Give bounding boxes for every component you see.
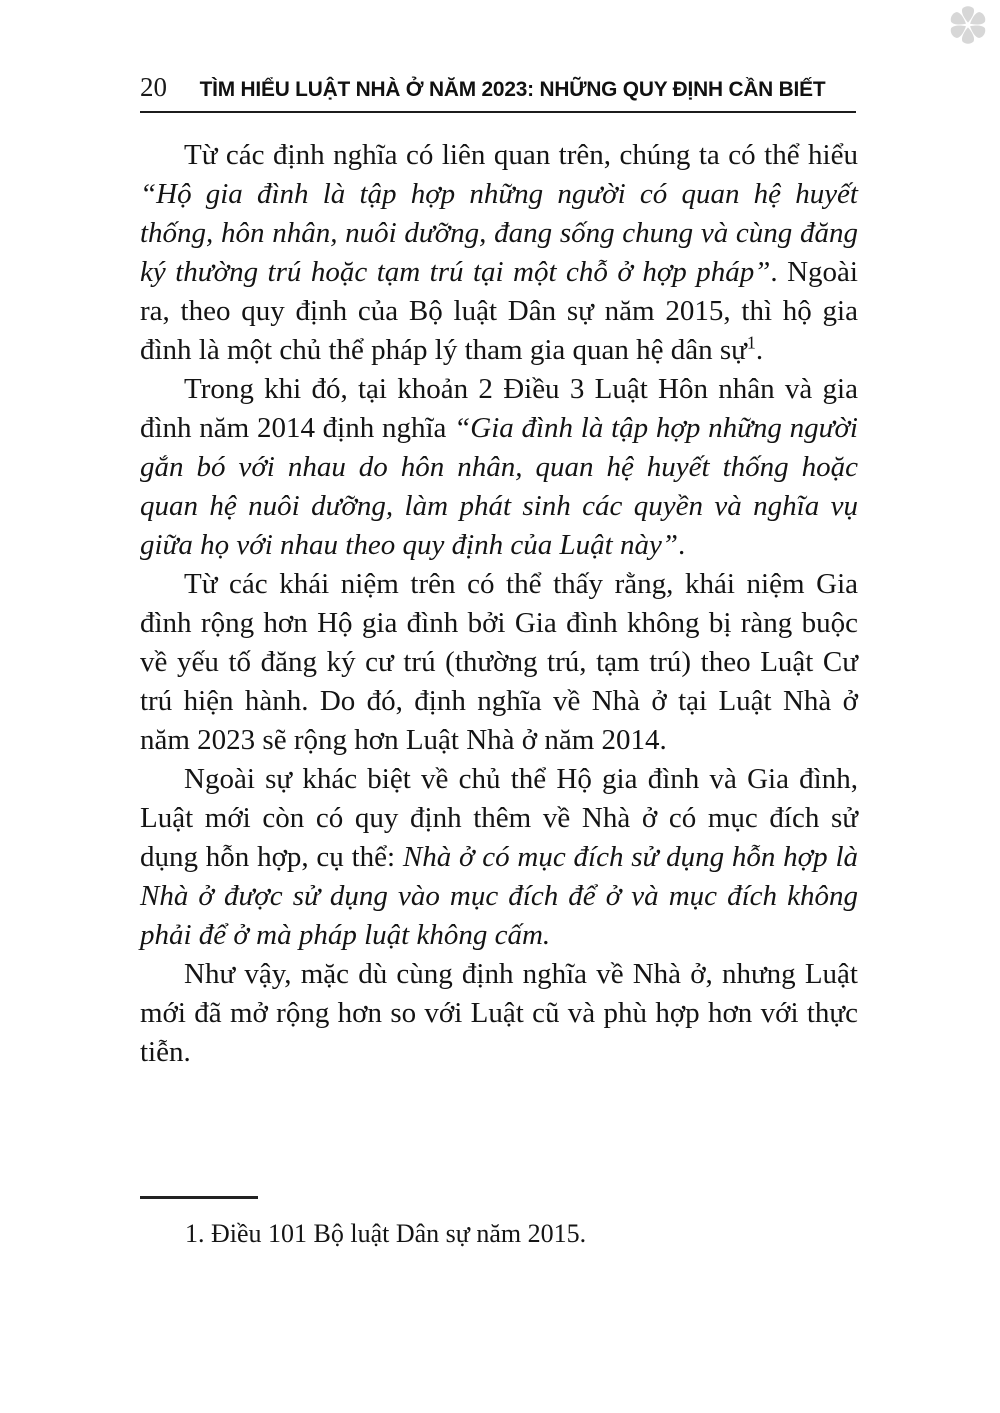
footnote-reference: 1 <box>746 332 756 353</box>
header-rule <box>140 111 856 113</box>
body-text: . <box>755 334 764 366</box>
quoted-definition-text: “Hộ gia đình là tập hợp những người có quan hệ huyết thống, hôn nhân, nuôi dưỡng, đang sống chung và cùng đăng ký thường trú hoặc tạm trú tại một chỗ ở hợp pháp” <box>140 178 858 288</box>
footnote-rule <box>140 1196 258 1199</box>
paragraph <box>140 760 858 955</box>
body-text: . <box>677 529 686 561</box>
body-text: Từ các định nghĩa có liên quan trên, chúng ta có thể hiểu <box>184 139 858 171</box>
footnote-text: 1. Điều 101 Bộ luật Dân sự năm 2015. <box>185 1219 587 1248</box>
header-title: TÌM HIỂU LUẬT NHÀ Ở NĂM 2023: NHỮNG QUY ĐỊNH CẦN BIẾT <box>199 77 826 101</box>
paragraph <box>140 565 858 760</box>
paragraph <box>140 370 858 565</box>
quoted-definition-text: “Gia đình là tập hợp những người gắn bó với nhau do hôn nhân, quan hệ huyết thống hoặc quan hệ nuôi dưỡng, làm phát sinh các quyền và nghĩa vụ giữa họ với nhau theo quy định của Luật này” <box>140 412 858 561</box>
paragraph <box>140 955 858 1072</box>
flower-ornament-icon <box>948 5 988 45</box>
body-text: Trong khi đó, tại khoản 2 Điều 3 Luật Hôn nhân và gia đình năm 2014 định nghĩa <box>140 373 858 444</box>
body-paragraphs <box>140 136 858 1072</box>
body-text: . Ngoài ra, theo quy định của Bộ luật Dân sự năm 2015, thì hộ gia đình là một chủ thể pháp lý tham gia quan hệ dân sự <box>140 256 858 366</box>
body-text: Ngoài sự khác biệt về chủ thể Hộ gia đình và Gia đình, Luật mới còn có quy định thêm về Nhà ở có mục đích sử dụng hỗn hợp, cụ thể: <box>140 763 858 873</box>
footnote-section <box>140 1196 858 1251</box>
page-number: 20 <box>140 72 167 102</box>
body-text: Từ các khái niệm trên có thể thấy rằng, khái niệm Gia đình rộng hơn Hộ gia đình bởi Gia đình không bị ràng buộc về yếu tố đăng ký cư trú (thường trú, tạm trú) theo Luật Cư trú hiện hành. Do đó, định nghĩa về Nhà ở tại Luật Nhà ở năm 2023 sẽ rộng hơn Luật Nhà ở năm 2014. <box>140 568 858 756</box>
running-header <box>140 72 858 103</box>
quoted-definition-text: Nhà ở có mục đích sử dụng hỗn hợp là Nhà ở được sử dụng vào mục đích để ở và mục đích không phải để ở mà pháp luật không cấm. <box>140 841 858 951</box>
paragraph <box>140 136 858 370</box>
body-text: Như vậy, mặc dù cùng định nghĩa về Nhà ở, nhưng Luật mới đã mở rộng hơn so với Luật cũ và phù hợp hơn với thực tiễn. <box>140 958 858 1068</box>
